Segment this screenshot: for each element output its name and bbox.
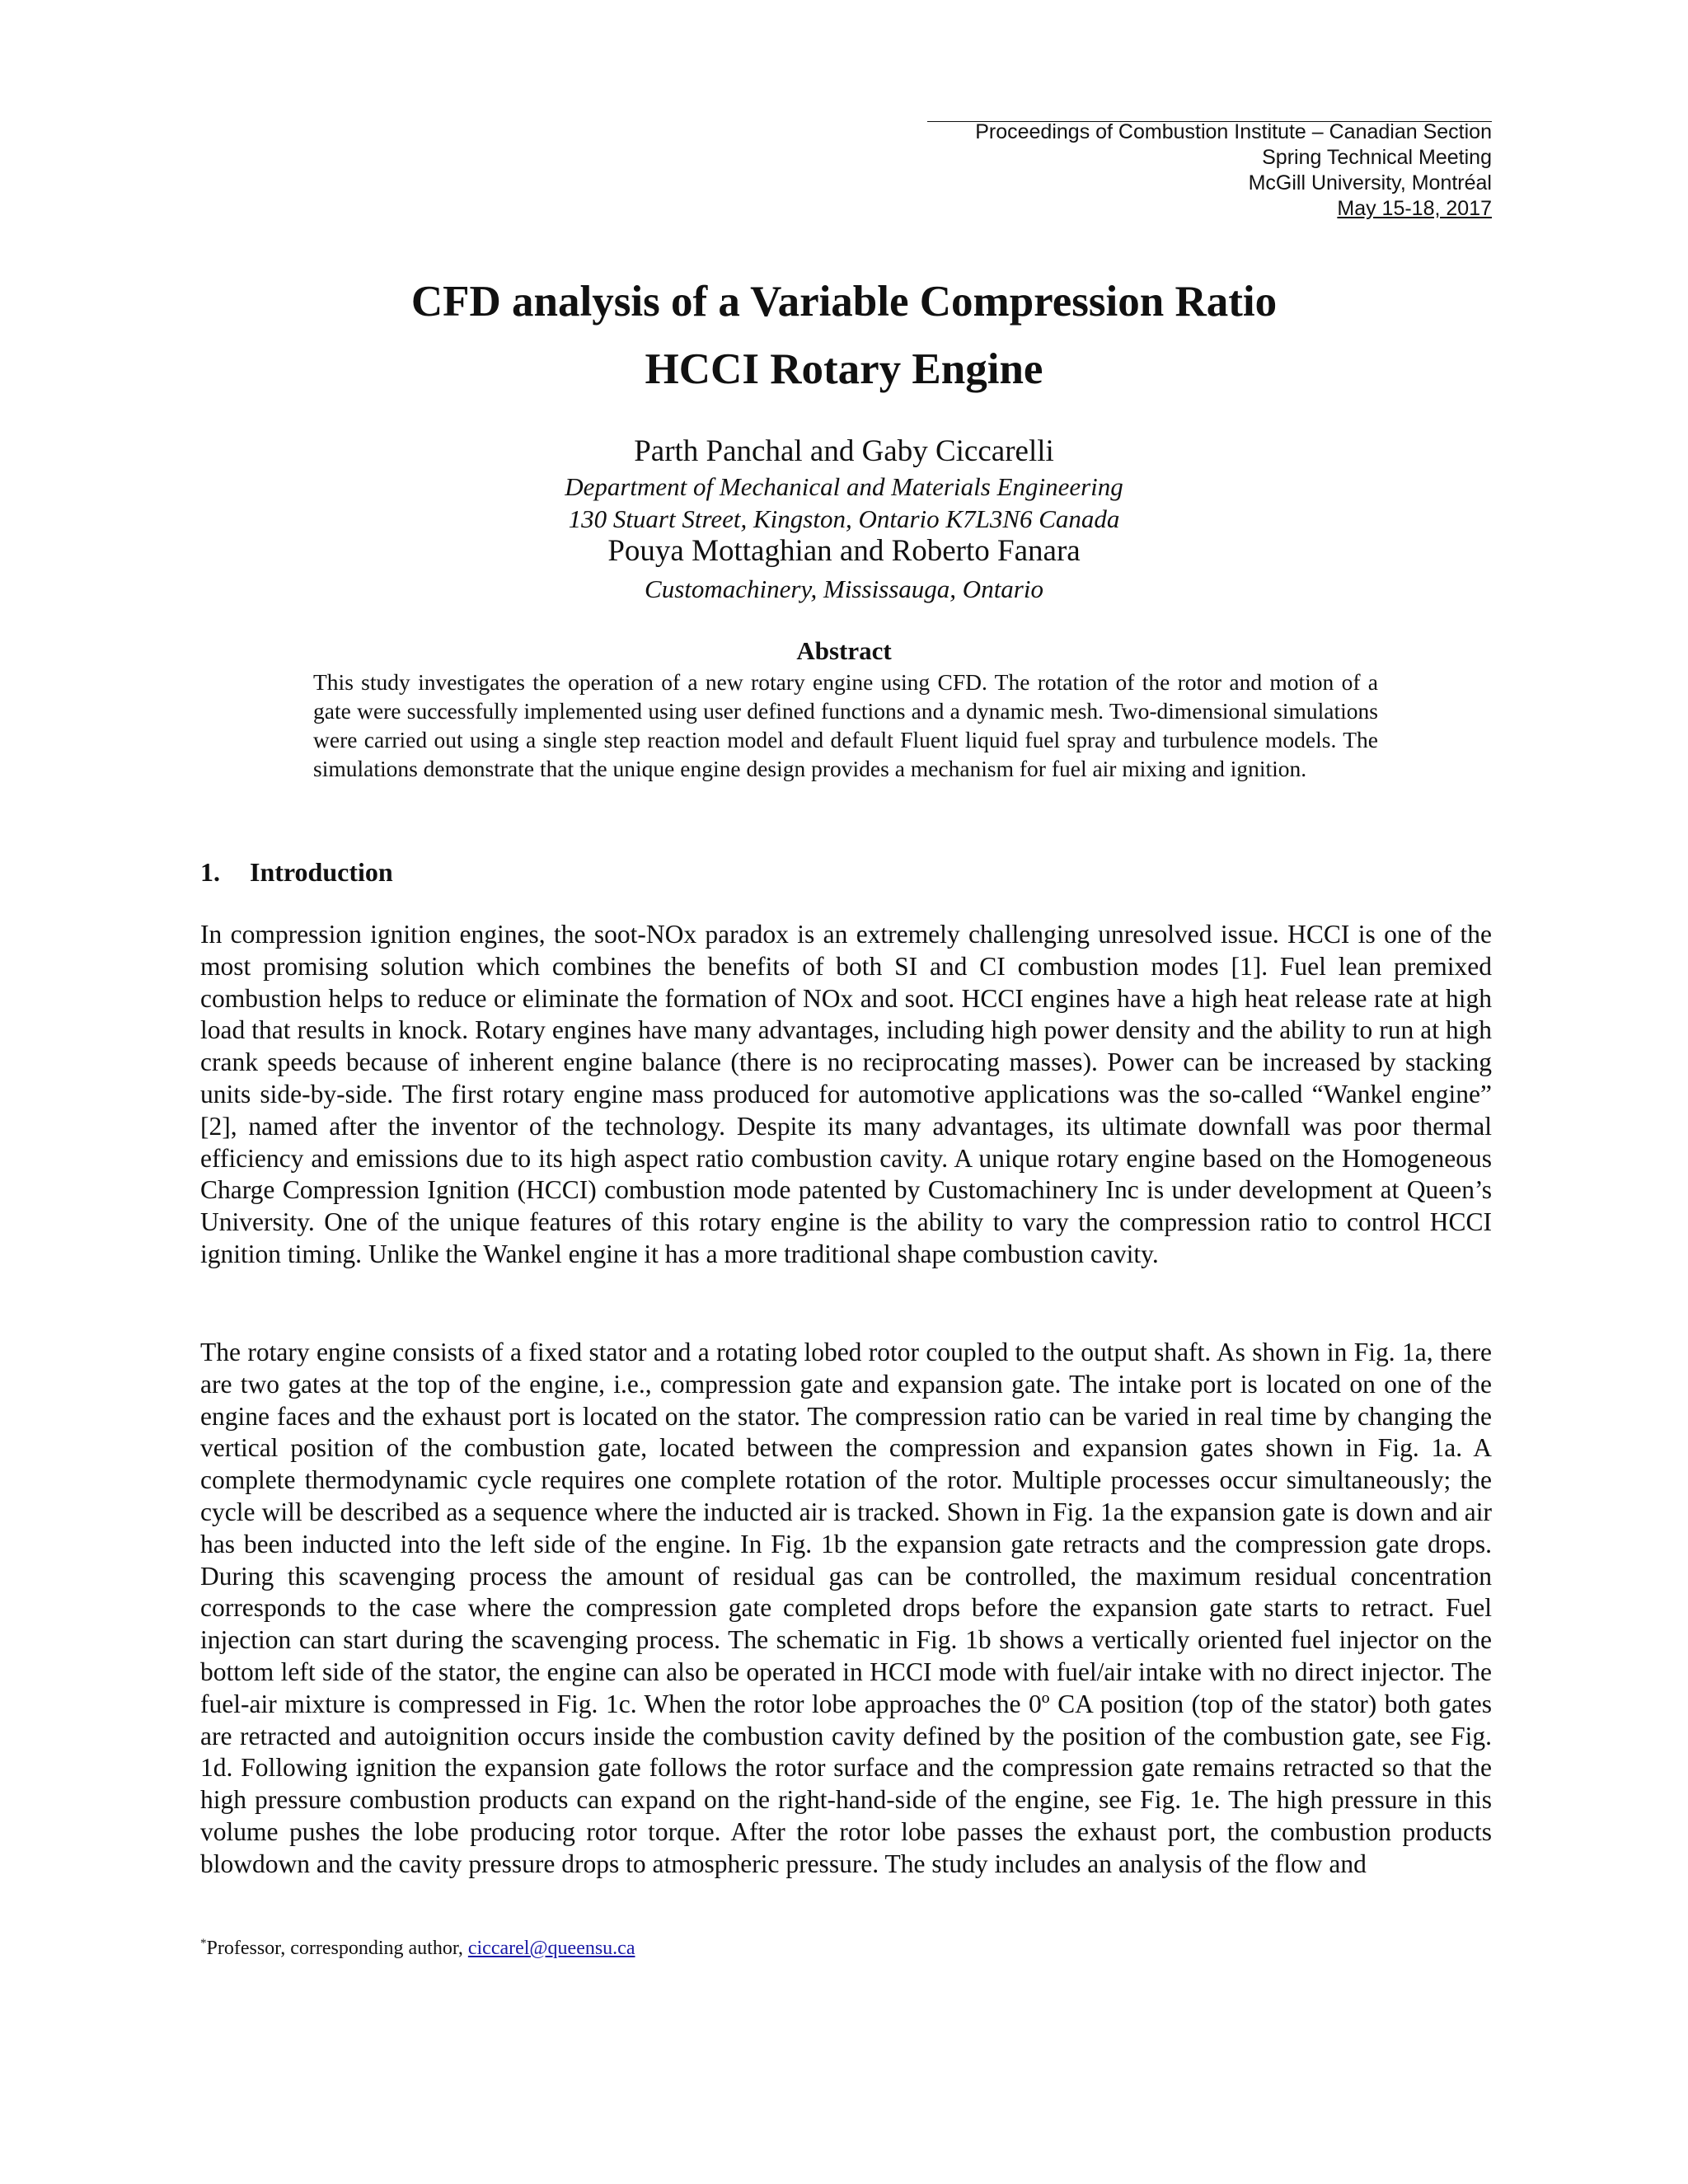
meeting-date: May 15-18, 2017 — [1337, 197, 1492, 220]
footnote-text: Professor, corresponding author, — [206, 1938, 468, 1959]
footnote — [200, 1937, 635, 1960]
authors-group-1: Parth Panchal and Gaby Ciccarelli — [634, 434, 1054, 468]
address: 130 Stuart Street, Kingston, Ontario K7L3N6 Canada — [568, 504, 1120, 533]
department: Department of Mechanical and Materials Engineering — [565, 472, 1123, 501]
intro-paragraph-1: In compression ignition engines, the soot-NOx paradox is an extremely challenging unresolved issue. HCCI is one of the most promising solution which combines the benefits of both SI and CI combustion modes [1]. Fuel lean premixed combustion helps to reduce or eliminate the formation of NOx and soot. HCCI engines have a high heat release rate at high load that results in knock. Rotary engines have many advantages, including high power density and the ability to run at high crank speeds because of inherent engine balance (there is no reciprocating masses). Power can be increased by stacking units side-by-side. The first rotary engine mass produced for automotive applications was the so-called “Wankel engine” [2], named after the inventor of the technology. Despite its many advantages, its ultimate downfall was poor thermal efficiency and emissions due to its high aspect ratio combustion cavity. A unique rotary engine based on the Homogeneous Charge Compression Ignition (HCCI) combustion mode patented by Customachinery Inc is under development at Queen’s University. One of the unique features of this rotary engine is the ability to vary the compression ratio to control HCCI ignition timing. Unlike the Wankel engine it has a more traditional shape combustion cavity. — [200, 920, 1492, 1268]
abstract-text: This study investigates the operation of a new rotary engine using CFD. The rotation of the rotor and motion of a gate were successfully implemented using user defined functions and a dynamic mesh. Two-dimensional simulations were carried out using a single step reaction model and default Fluent liquid fuel spray and turbulence models. The simulations demonstrate that the unique engine design provides a mechanism for fuel air mixing and ignition. — [313, 669, 1378, 781]
venue: McGill University, Montréal — [1248, 171, 1492, 194]
affiliation-2: Customachinery, Mississauga, Ontario — [645, 574, 1043, 603]
email-link[interactable]: ciccarel@queensu.ca — [467, 1938, 635, 1959]
paper-title-line-1: CFD analysis of a Variable Compression Ratio — [410, 278, 1278, 326]
intro-paragraph-2: The rotary engine consists of a fixed stator and a rotating lobed rotor coupled to the output shaft. As shown in Fig. 1a, there are two gates at the top of the engine, i.e., compression gate and expansion gate. The intake port is located on one of the engine faces and the exhaust port is located on the stator. The compression ratio can be varied in real time by changing the vertical position of the combustion gate, located between the compression and expansion gates shown in Fig. 1a. A complete thermodynamic cycle requires one complete rotation of the rotor. Multiple processes occur simultaneously; the cycle will be described as a sequence where the inducted air is tracked. Shown in Fig. 1a the expansion gate is down and air has been inducted into the left side of the engine. In Fig. 1b the expansion gate retracts and the compression gate drops. During this scavenging process the amount of residual gas can be controlled, the maximum residual concentration corresponds to the case where the compression gate completed drops before the expansion gate starts to retract. Fuel injection can start during the scavenging process. The schematic in Fig. 1b shows a vertically oriented fuel injector on the bottom left side of the stator, the engine can also be operated in HCCI mode with fuel/air intake with no direct injector. The fuel-air mixture is compressed in Fig. 1c. When the rotor lobe approaches the 0º CA position (top of the stator) both gates are retracted and autoignition occurs inside the combustion cavity defined by the position of the combustion gate, see Fig. 1d. Following ignition the expansion gate follows the rotor surface and the compression gate remains retracted so that the high pressure combustion products can expand on the right-hand-side of the engine, see Fig. 1e. The high pressure in this volume pushes the lobe producing rotor torque. After the rotor lobe passes the exhaust port, the combustion products blowdown and the cavity pressure drops to atmospheric pressure. The study includes an analysis of the flow and — [200, 1338, 1492, 1878]
footnote-marker: * — [200, 1937, 207, 1950]
section-number: 1. — [200, 857, 220, 887]
proceedings-name: Proceedings of Combustion Institute – Canadian Section — [975, 120, 1492, 143]
authors-group-2: Pouya Mottaghian and Roberto Fanara — [607, 534, 1081, 568]
paper-title-line-2: HCCI Rotary Engine — [645, 345, 1043, 393]
section-title: Introduction — [250, 857, 393, 887]
proceedings-header — [927, 120, 1492, 222]
abstract-heading: Abstract — [796, 636, 892, 665]
meeting-name: Spring Technical Meeting — [1262, 146, 1492, 169]
section-heading — [200, 857, 393, 888]
